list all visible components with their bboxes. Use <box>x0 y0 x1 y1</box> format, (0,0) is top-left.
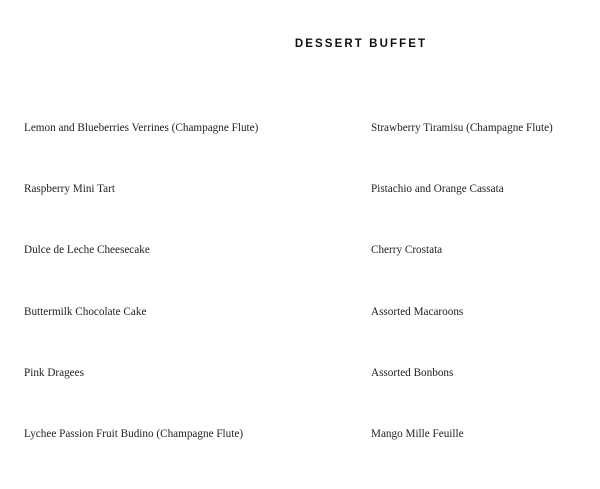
menu-item: Assorted Macaroons <box>371 305 464 318</box>
menu-title: DESSERT BUFFET <box>294 38 428 50</box>
menu-item: Assorted Bonbons <box>371 366 454 379</box>
menu-row <box>24 367 584 428</box>
menu-item: Cherry Crostata <box>371 244 443 257</box>
menu-item: Mango Mille Feuille <box>371 427 464 440</box>
menu-row <box>24 306 584 367</box>
menu-item: Pink Dragees <box>24 366 84 379</box>
menu-item: Buttermilk Chocolate Cake <box>24 305 147 318</box>
menu-row <box>24 428 584 489</box>
menu-item: Lychee Passion Fruit Budino (Champagne Flute) <box>24 427 244 440</box>
menu-row <box>24 244 584 305</box>
menu-item: Dulce de Leche Cheesecake <box>24 244 150 257</box>
dessert-menu <box>24 122 584 489</box>
menu-item: Pistachio and Orange Cassata <box>371 183 504 196</box>
menu-row <box>24 122 584 183</box>
menu-item: Lemon and Blueberries Verrines (Champagne Flute) <box>24 122 259 134</box>
menu-row <box>24 183 584 244</box>
menu-item: Raspberry Mini Tart <box>24 183 115 196</box>
menu-item: Strawberry Tiramisu (Champagne Flute) <box>371 122 553 134</box>
